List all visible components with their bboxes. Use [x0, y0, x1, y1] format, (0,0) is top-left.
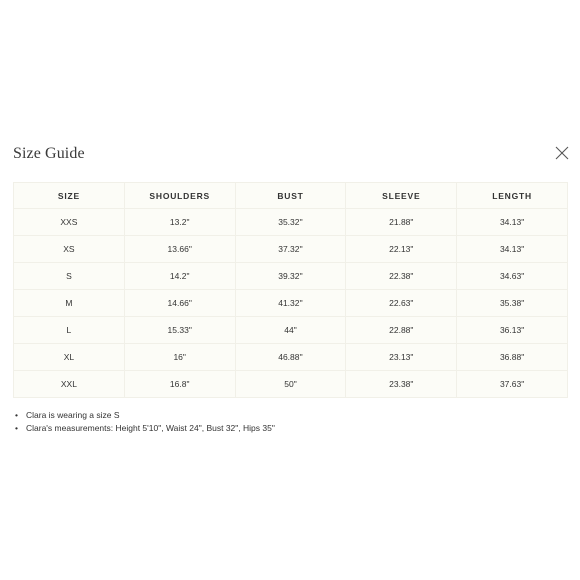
table-row	[14, 371, 568, 398]
shoulders-cell: 14.66"	[124, 290, 235, 317]
size-cell: S	[14, 263, 125, 290]
length-cell: 37.63"	[457, 371, 568, 398]
table-row	[14, 317, 568, 344]
table-row	[14, 290, 568, 317]
note-item	[15, 422, 275, 435]
header-shoulders: SHOULDERS	[124, 183, 235, 209]
bullet-icon: •	[15, 423, 18, 433]
sleeve-cell: 23.13"	[346, 344, 457, 371]
length-cell: 34.63"	[457, 263, 568, 290]
header-sleeve: SLEEVE	[346, 183, 457, 209]
note-item	[15, 409, 275, 422]
header-length: LENGTH	[457, 183, 568, 209]
bullet-icon: •	[15, 410, 18, 420]
bust-cell: 50"	[235, 371, 346, 398]
length-cell: 34.13"	[457, 236, 568, 263]
bust-cell: 37.32''	[235, 236, 346, 263]
size-cell: XXS	[14, 209, 125, 236]
sleeve-cell: 22.13"	[346, 236, 457, 263]
length-cell: 36.88"	[457, 344, 568, 371]
note-text: Clara's measurements: Height 5'10", Waist 24", Bust 32", Hips 35"	[26, 423, 275, 433]
table-row	[14, 209, 568, 236]
shoulders-cell: 13.2"	[124, 209, 235, 236]
bust-cell: 46.88''	[235, 344, 346, 371]
sleeve-cell: 23.38"	[346, 371, 457, 398]
shoulders-cell: 13.66"	[124, 236, 235, 263]
length-cell: 34.13"	[457, 209, 568, 236]
table-header-row	[14, 183, 568, 209]
shoulders-cell: 16.8"	[124, 371, 235, 398]
model-notes	[15, 409, 275, 435]
size-table-container	[13, 182, 568, 398]
size-cell: L	[14, 317, 125, 344]
sleeve-cell: 22.63"	[346, 290, 457, 317]
note-text: Clara is wearing a size S	[26, 410, 120, 420]
length-cell: 36.13"	[457, 317, 568, 344]
table-row	[14, 344, 568, 371]
size-cell: M	[14, 290, 125, 317]
size-table	[13, 182, 568, 398]
page-title: Size Guide	[13, 145, 85, 162]
sleeve-cell: 21.88"	[346, 209, 457, 236]
close-icon	[555, 146, 569, 160]
shoulders-cell: 16"	[124, 344, 235, 371]
bust-cell: 41.32''	[235, 290, 346, 317]
close-button[interactable]	[555, 146, 569, 160]
sleeve-cell: 22.88"	[346, 317, 457, 344]
header-bust: BUST	[235, 183, 346, 209]
size-cell: XS	[14, 236, 125, 263]
bust-cell: 35.32''	[235, 209, 346, 236]
table-row	[14, 263, 568, 290]
header-size: SIZE	[14, 183, 125, 209]
size-cell: XXL	[14, 371, 125, 398]
sleeve-cell: 22.38"	[346, 263, 457, 290]
shoulders-cell: 14.2"	[124, 263, 235, 290]
shoulders-cell: 15.33"	[124, 317, 235, 344]
bust-cell: 44"	[235, 317, 346, 344]
length-cell: 35.38"	[457, 290, 568, 317]
table-row	[14, 236, 568, 263]
size-cell: XL	[14, 344, 125, 371]
bust-cell: 39.32''	[235, 263, 346, 290]
